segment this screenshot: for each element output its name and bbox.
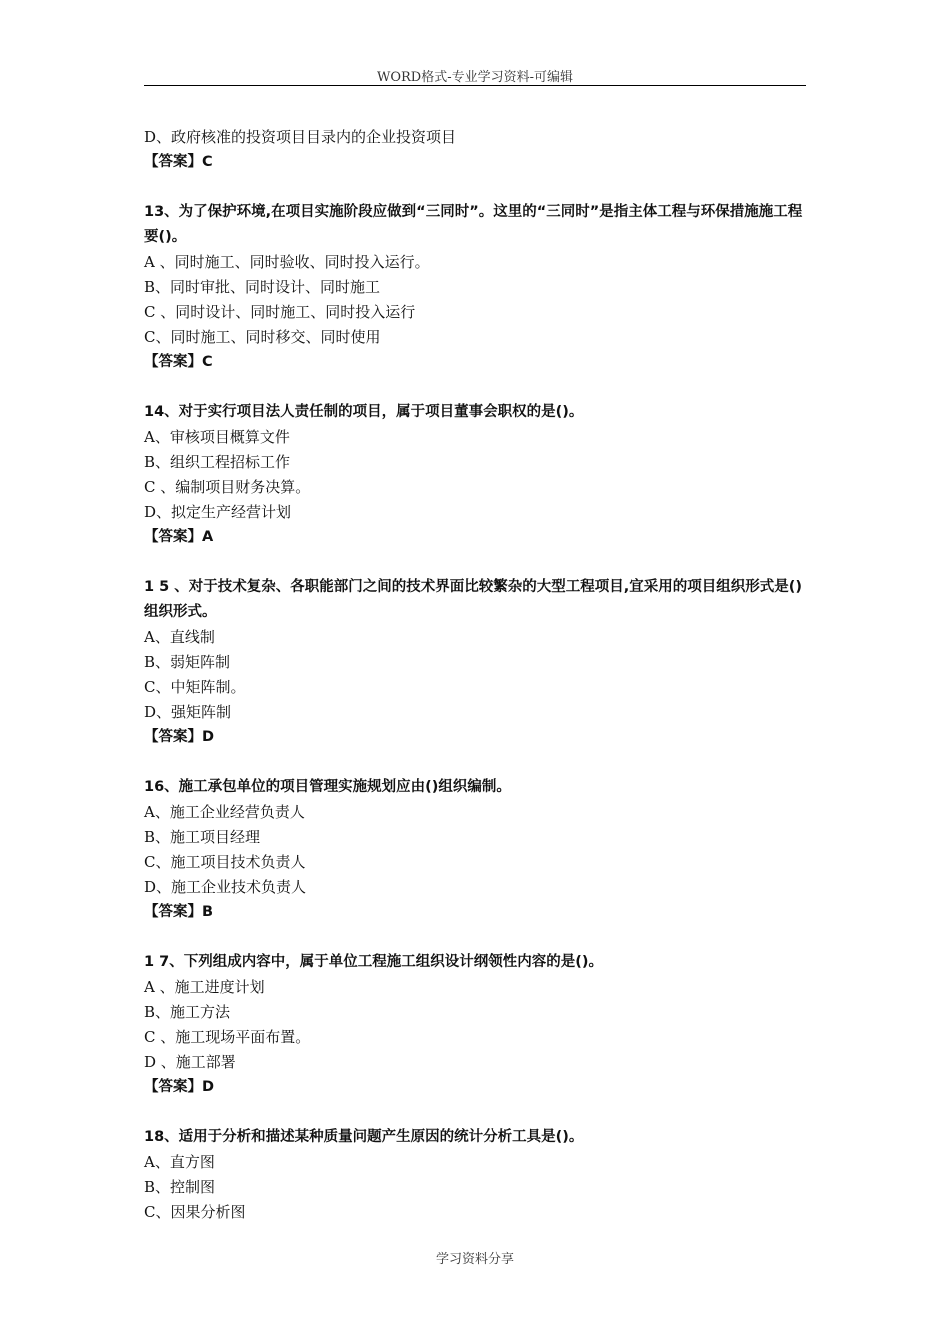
option-d: D、拟定生产经营计划 xyxy=(144,503,292,521)
option-a: A 、同时施工、同时验收、同时投入运行。 xyxy=(144,253,430,271)
answer: 【答案】D xyxy=(144,729,215,745)
option-d: D、施工企业技术负责人 xyxy=(144,878,307,896)
answer: 【答案】D xyxy=(144,1079,215,1095)
spacer xyxy=(144,925,824,950)
option-a: A、审核项目概算文件 xyxy=(144,428,290,446)
option-b: B、弱矩阵制 xyxy=(144,653,231,671)
option-d: D 、施工部署 xyxy=(144,1053,236,1071)
option-c: C 、施工现场平面布置。 xyxy=(144,1028,311,1046)
option-d: D、政府核准的投资项目目录内的企业投资项目 xyxy=(144,128,457,146)
answer: 【答案】A xyxy=(144,529,214,545)
option-c: C、因果分析图 xyxy=(144,1203,246,1221)
spacer xyxy=(144,550,824,575)
question-16: 16、施工承包单位的项目管理实施规划应由()组织编制。 xyxy=(144,779,511,795)
option-c-2: C、同时施工、同时移交、同时使用 xyxy=(144,328,381,346)
document-body xyxy=(144,125,824,1225)
option-b: B、施工方法 xyxy=(144,1003,231,1021)
spacer xyxy=(144,375,824,400)
header-rule xyxy=(144,85,806,86)
spacer xyxy=(144,750,824,775)
question-13: 13、为了保护环境,在项目实施阶段应做到“三同时”。这里的“三同时”是指主体工程与环保措施施工程要()。 xyxy=(144,204,803,245)
option-d: D、强矩阵制 xyxy=(144,703,232,721)
option-b: B、控制图 xyxy=(144,1178,216,1196)
option-a: A、施工企业经营负责人 xyxy=(144,803,305,821)
spacer xyxy=(144,1100,824,1125)
question-14: 14、对于实行项目法人责任制的项目，属于项目董事会职权的是()。 xyxy=(144,404,584,420)
option-a: A、直方图 xyxy=(144,1153,215,1171)
page-header: WORD格式-专业学习资料-可编辑 xyxy=(376,70,574,85)
option-b: B、组织工程招标工作 xyxy=(144,453,291,471)
question-15: 1 5 、对于技术复杂、各职能部门之间的技术界面比较繁杂的大型工程项目,宜采用的项目组织形式是()组织形式。 xyxy=(144,579,803,620)
option-c: C 、编制项目财务决算。 xyxy=(144,478,311,496)
question-17: 1 7、下列组成内容中，属于单位工程施工组织设计纲领性内容的是()。 xyxy=(144,954,603,970)
option-b: B、同时审批、同时设计、同时施工 xyxy=(144,278,381,296)
answer: 【答案】C xyxy=(144,354,213,370)
option-c: C、中矩阵制。 xyxy=(144,678,246,696)
option-c: C、施工项目技术负责人 xyxy=(144,853,306,871)
option-a: A、直线制 xyxy=(144,628,215,646)
question-18: 18、适用于分析和描述某种质量问题产生原因的统计分析工具是()。 xyxy=(144,1129,584,1145)
option-b: B、施工项目经理 xyxy=(144,828,261,846)
answer: 【答案】C xyxy=(144,154,213,170)
page-footer: 学习资料分享 xyxy=(435,1252,514,1267)
option-c: C 、同时设计、同时施工、同时投入运行 xyxy=(144,303,416,321)
answer: 【答案】B xyxy=(144,904,214,920)
spacer xyxy=(144,175,824,200)
option-a: A 、施工进度计划 xyxy=(144,978,265,996)
